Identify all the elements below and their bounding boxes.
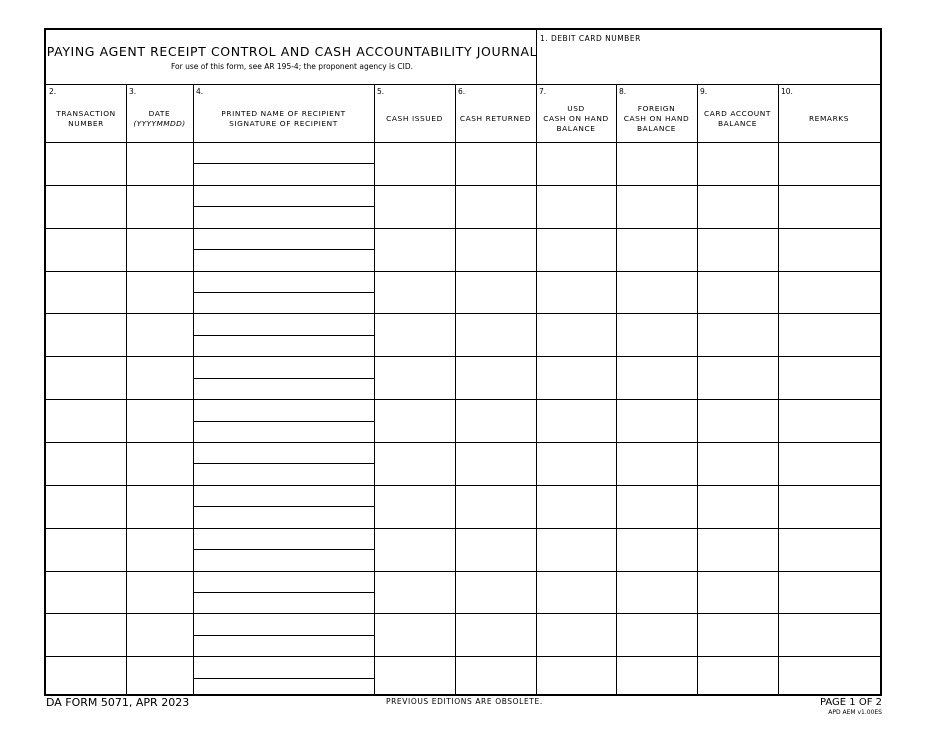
usd-cash-on-hand-field[interactable]: [537, 400, 615, 441]
usd-cash-on-hand-field[interactable]: [537, 572, 615, 613]
date-field[interactable]: [127, 572, 192, 613]
cash-returned-field[interactable]: [456, 272, 535, 313]
date-field[interactable]: [127, 614, 192, 655]
card-account-balance-field[interactable]: [698, 143, 777, 184]
usd-cash-on-hand-field[interactable]: [537, 486, 615, 527]
form-subtitle: For use of this form, see AR 195-4; the proponent agency is CID.: [170, 62, 414, 71]
date-field[interactable]: [127, 357, 192, 398]
card-account-balance-field[interactable]: [698, 657, 777, 698]
cash-issued-field[interactable]: [375, 400, 454, 441]
cash-returned-field[interactable]: [456, 357, 535, 398]
usd-cash-on-hand-field[interactable]: [537, 443, 615, 484]
column-number: 9.: [700, 87, 708, 96]
signature-field[interactable]: [194, 464, 373, 483]
foreign-cash-on-hand-field[interactable]: [617, 657, 696, 698]
foreign-cash-on-hand-field[interactable]: [617, 400, 696, 441]
column-header-line: CASH ON HAND: [623, 114, 690, 123]
printed-name-field[interactable]: [194, 529, 373, 548]
cash-returned-field[interactable]: [456, 314, 535, 355]
column-number: 6.: [458, 87, 466, 96]
signature-field[interactable]: [194, 293, 373, 312]
column-header-usd-cash-on-hand: [536, 104, 616, 134]
column-header-line: BALANCE: [717, 119, 758, 128]
usd-cash-on-hand-field[interactable]: [537, 272, 615, 313]
usd-cash-on-hand-field[interactable]: [537, 229, 615, 270]
printed-name-field[interactable]: [194, 486, 373, 505]
date-field[interactable]: [127, 272, 192, 313]
card-account-balance-field[interactable]: [698, 400, 777, 441]
printed-name-field[interactable]: [194, 229, 373, 248]
usd-cash-on-hand-field[interactable]: [537, 314, 615, 355]
remarks-field[interactable]: [779, 143, 879, 184]
column-number: 5.: [377, 87, 385, 96]
column-header-date: [126, 109, 193, 129]
card-account-balance-field[interactable]: [698, 357, 777, 398]
cash-returned-field[interactable]: [456, 143, 535, 184]
signature-field[interactable]: [194, 593, 373, 612]
column-number: 8.: [619, 87, 627, 96]
cash-issued-field[interactable]: [375, 272, 454, 313]
signature-field[interactable]: [194, 207, 373, 226]
cash-issued-field[interactable]: [375, 229, 454, 270]
signature-field[interactable]: [194, 550, 373, 569]
transaction-number-field[interactable]: [47, 186, 125, 227]
column-number: 4.: [196, 87, 204, 96]
cash-returned-field[interactable]: [456, 657, 535, 698]
date-field[interactable]: [127, 486, 192, 527]
column-number: 7.: [539, 87, 547, 96]
foreign-cash-on-hand-field[interactable]: [617, 272, 696, 313]
card-account-balance-field[interactable]: [698, 314, 777, 355]
remarks-field[interactable]: [779, 486, 879, 527]
page-number: PAGE 1 OF 2: [819, 697, 882, 708]
date-field[interactable]: [127, 314, 192, 355]
transaction-number-field[interactable]: [47, 314, 125, 355]
card-account-balance-field[interactable]: [698, 486, 777, 527]
usd-cash-on-hand-field[interactable]: [537, 143, 615, 184]
cash-issued-field[interactable]: [375, 486, 454, 527]
date-field[interactable]: [127, 400, 192, 441]
editions-note: PREVIOUS EDITIONS ARE OBSOLETE.: [386, 697, 543, 706]
debit-card-number-field[interactable]: [537, 44, 880, 84]
column-number: 10.: [781, 87, 793, 96]
transaction-number-field[interactable]: [47, 486, 125, 527]
cash-returned-field[interactable]: [456, 443, 535, 484]
usd-cash-on-hand-field[interactable]: [537, 357, 615, 398]
form-title: PAYING AGENT RECEIPT CONTROL AND CASH ACCOUNTABILITY JOURNAL: [46, 44, 538, 59]
column-header-line: CASH ISSUED: [386, 114, 443, 123]
cash-issued-field[interactable]: [375, 443, 454, 484]
cash-issued-field[interactable]: [375, 657, 454, 698]
column-header-cash-issued: [374, 114, 455, 124]
foreign-cash-on-hand-field[interactable]: [617, 186, 696, 227]
printed-name-field[interactable]: [194, 186, 373, 205]
card-account-balance-field[interactable]: [698, 529, 777, 570]
column-header-recipient: [193, 109, 374, 129]
foreign-cash-on-hand-field[interactable]: [617, 143, 696, 184]
card-account-balance-field[interactable]: [698, 572, 777, 613]
transaction-number-field[interactable]: [47, 143, 125, 184]
printed-name-field[interactable]: [194, 143, 373, 162]
cash-issued-field[interactable]: [375, 529, 454, 570]
transaction-number-field[interactable]: [47, 272, 125, 313]
usd-cash-on-hand-field[interactable]: [537, 529, 615, 570]
usd-cash-on-hand-field[interactable]: [537, 657, 615, 698]
column-header-transaction-number: [46, 109, 126, 129]
form-id: DA FORM 5071, APR 2023: [46, 696, 190, 709]
signature-field[interactable]: [194, 336, 373, 355]
signature-field[interactable]: [194, 507, 373, 526]
column-header-cash-returned: [455, 114, 536, 124]
printed-name-field[interactable]: [194, 572, 373, 591]
remarks-field[interactable]: [779, 229, 879, 270]
column-header-line: (YYYYMMDD): [133, 119, 186, 128]
foreign-cash-on-hand-field[interactable]: [617, 614, 696, 655]
remarks-field[interactable]: [779, 400, 879, 441]
cash-issued-field[interactable]: [375, 357, 454, 398]
remarks-field[interactable]: [779, 443, 879, 484]
transaction-number-field[interactable]: [47, 357, 125, 398]
transaction-number-field[interactable]: [47, 572, 125, 613]
column-header-line: NUMBER: [68, 119, 104, 128]
printed-name-field[interactable]: [194, 614, 373, 633]
header-divider: [46, 84, 880, 85]
foreign-cash-on-hand-field[interactable]: [617, 443, 696, 484]
cash-returned-field[interactable]: [456, 229, 535, 270]
transaction-number-field[interactable]: [47, 400, 125, 441]
foreign-cash-on-hand-field[interactable]: [617, 314, 696, 355]
column-header-line: PRINTED NAME OF RECIPIENT: [221, 109, 346, 118]
date-field[interactable]: [127, 443, 192, 484]
foreign-cash-on-hand-field[interactable]: [617, 529, 696, 570]
column-header-card-account-balance: [697, 109, 778, 129]
remarks-field[interactable]: [779, 572, 879, 613]
cash-returned-field[interactable]: [456, 572, 535, 613]
column-header-line: BALANCE: [636, 124, 677, 133]
remarks-field[interactable]: [779, 357, 879, 398]
signature-field[interactable]: [194, 164, 373, 183]
column-header-line: REMARKS: [808, 114, 850, 123]
card-account-balance-field[interactable]: [698, 272, 777, 313]
usd-cash-on-hand-field[interactable]: [537, 614, 615, 655]
printed-name-field[interactable]: [194, 272, 373, 291]
transaction-number-field[interactable]: [47, 443, 125, 484]
cash-returned-field[interactable]: [456, 186, 535, 227]
column-header-line: CASH RETURNED: [459, 114, 532, 123]
column-header-line: BALANCE: [556, 124, 596, 133]
signature-field[interactable]: [194, 250, 373, 269]
signature-field[interactable]: [194, 379, 373, 398]
remarks-field[interactable]: [779, 186, 879, 227]
card-account-balance-field[interactable]: [698, 614, 777, 655]
cash-returned-field[interactable]: [456, 614, 535, 655]
column-header-line: FOREIGN: [637, 104, 676, 113]
card-account-balance-field[interactable]: [698, 186, 777, 227]
transaction-number-field[interactable]: [47, 529, 125, 570]
cash-issued-field[interactable]: [375, 572, 454, 613]
remarks-field[interactable]: [779, 529, 879, 570]
cash-returned-field[interactable]: [456, 400, 535, 441]
cash-issued-field[interactable]: [375, 186, 454, 227]
column-header-line: DATE: [148, 109, 171, 118]
printed-name-field[interactable]: [194, 400, 373, 419]
printed-name-field[interactable]: [194, 443, 373, 462]
cash-returned-field[interactable]: [456, 486, 535, 527]
column-header-line: USD: [567, 104, 585, 113]
column-header-line: SIGNATURE OF RECIPIENT: [229, 119, 338, 128]
printed-name-field[interactable]: [194, 357, 373, 376]
card-account-balance-field[interactable]: [698, 443, 777, 484]
column-header-line: CARD ACCOUNT: [703, 109, 772, 118]
date-field[interactable]: [127, 229, 192, 270]
foreign-cash-on-hand-field[interactable]: [617, 229, 696, 270]
column-header-line: TRANSACTION: [56, 109, 116, 118]
foreign-cash-on-hand-field[interactable]: [617, 486, 696, 527]
journal-form: [44, 28, 882, 696]
printed-name-field[interactable]: [194, 314, 373, 333]
cash-issued-field[interactable]: [375, 314, 454, 355]
signature-field[interactable]: [194, 679, 373, 698]
date-field[interactable]: [127, 657, 192, 698]
transaction-number-field[interactable]: [47, 229, 125, 270]
debit-card-label: 1. DEBIT CARD NUMBER: [540, 34, 641, 43]
date-field[interactable]: [127, 529, 192, 570]
signature-field[interactable]: [194, 636, 373, 655]
foreign-cash-on-hand-field[interactable]: [617, 572, 696, 613]
usd-cash-on-hand-field[interactable]: [537, 186, 615, 227]
column-header-line: CASH ON HAND: [543, 114, 609, 123]
column-header-remarks: [778, 114, 880, 124]
cash-issued-field[interactable]: [375, 614, 454, 655]
remarks-field[interactable]: [779, 657, 879, 698]
column-header-foreign-cash-on-hand: [616, 104, 697, 134]
printed-name-field[interactable]: [194, 657, 373, 676]
transaction-number-field[interactable]: [47, 657, 125, 698]
column-number: 2.: [49, 87, 57, 96]
cash-issued-field[interactable]: [375, 143, 454, 184]
date-field[interactable]: [127, 143, 192, 184]
foreign-cash-on-hand-field[interactable]: [617, 357, 696, 398]
signature-field[interactable]: [194, 422, 373, 441]
card-account-balance-field[interactable]: [698, 229, 777, 270]
remarks-field[interactable]: [779, 272, 879, 313]
transaction-number-field[interactable]: [47, 614, 125, 655]
remarks-field[interactable]: [779, 614, 879, 655]
version-label: APD AEM v1.00ES: [828, 709, 882, 716]
cash-returned-field[interactable]: [456, 529, 535, 570]
column-number: 3.: [129, 87, 137, 96]
remarks-field[interactable]: [779, 314, 879, 355]
date-field[interactable]: [127, 186, 192, 227]
